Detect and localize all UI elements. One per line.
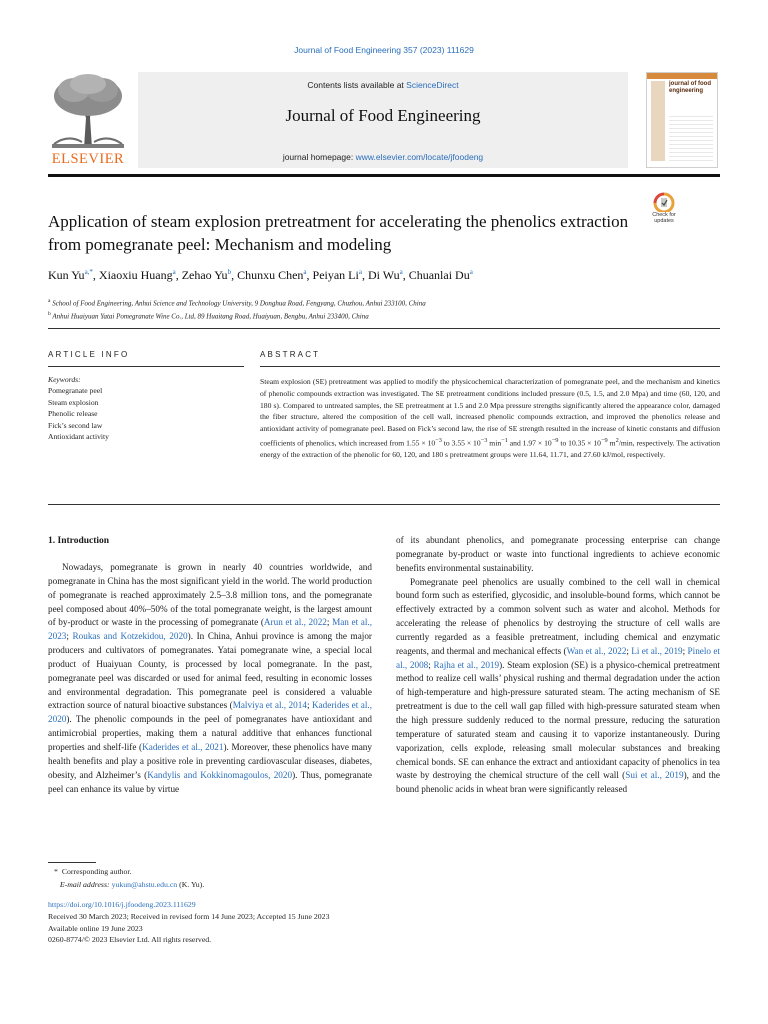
copyright-line: 0260-8774/© 2023 Elsevier Ltd. All rights reserved. (48, 935, 212, 945)
author-affiliation-mark[interactable]: a,* (84, 268, 93, 276)
citation-link[interactable]: Sui et al., 2019 (625, 770, 684, 781)
citation-link[interactable]: Man et al., 2023 (48, 617, 372, 642)
elsevier-logo (48, 72, 128, 168)
homepage-prefix: journal homepage: (282, 152, 356, 162)
body-column-left (48, 561, 372, 796)
citation-link[interactable]: Arun et al., 2022 (263, 617, 327, 628)
author-affiliation-mark[interactable]: a (172, 268, 176, 276)
citation-link[interactable]: Roukas and Kotzekidou, 2020 (72, 631, 188, 642)
author-affiliation-mark[interactable]: a (399, 268, 403, 276)
contents-prefix: Contents lists available at (307, 80, 407, 90)
body-column-right (396, 534, 720, 797)
citation-link[interactable]: Li et al., 2019 (631, 645, 683, 656)
citation-link[interactable]: Kaderides et al., 2020 (48, 700, 372, 725)
email-link[interactable]: yukun@ahstu.edu.cn (111, 879, 178, 889)
journal-homepage-link[interactable]: www.elsevier.com/locate/jfoodeng (355, 152, 484, 162)
author-separator: , (361, 268, 368, 282)
paragraph: of its abundant phenolics, and pomegranate processing enterprise can change pomegranate by-product or waste into functional ingredients to achieve economic benefits environmental sustainability. (396, 535, 720, 573)
journal-citation-link[interactable]: Journal of Food Engineering 357 (2023) 111629 (294, 45, 474, 55)
author-name[interactable]: Xiaoxiu Huang (98, 268, 173, 282)
citation-link[interactable]: Wan et al., 2022 (566, 645, 627, 656)
abstract-bottom-divider (48, 504, 720, 505)
check-updates-label: Check for updates (652, 212, 676, 224)
keyword-item: Pomegranate peel (48, 386, 103, 396)
author-affiliation-mark[interactable]: a (303, 268, 307, 276)
citation-link[interactable]: Pinelo et al., 2008 (396, 645, 720, 670)
footnotes (54, 866, 454, 891)
online-date: Available online 19 June 2023 (48, 923, 143, 933)
citation-link[interactable]: Kaderides et al., 2021 (142, 741, 224, 752)
author-separator: , (175, 268, 182, 282)
author-separator: , (306, 268, 313, 282)
corresponding-author-note: * Corresponding author. (54, 867, 132, 876)
author-separator: , (92, 268, 99, 282)
cover-body (669, 113, 713, 161)
citation-link[interactable]: Kandylis and Kokkinomagoulos, 2020 (147, 769, 293, 780)
author-affiliation-mark[interactable]: a (358, 268, 362, 276)
affiliation-item: $^a$ School of Food Engineering, Anhui Science and Technology University, 9 Donghua Road, Fengyang, Chuzhou, Anhui 233100, China (48, 298, 426, 308)
author-separator: , (402, 268, 409, 282)
author-name[interactable]: Zehao Yu (181, 268, 228, 282)
journal-homepage-line (138, 152, 628, 162)
article-info-divider (48, 366, 244, 367)
sciencedirect-link[interactable]: ScienceDirect (406, 80, 459, 90)
received-dates: Received 30 March 2023; Received in revised form 14 June 2023; Accepted 15 June 2023 (48, 911, 330, 921)
title-divider (48, 328, 720, 329)
check-updates-icon (648, 192, 680, 212)
article-info-heading: ARTICLE INFO (48, 350, 130, 359)
author-name[interactable]: Di Wu (367, 268, 400, 282)
author-name[interactable]: Kun Yu (48, 268, 85, 282)
footnote-divider (48, 862, 96, 863)
journal-cover-thumbnail[interactable] (646, 72, 718, 168)
author-name[interactable]: Chunxu Chen (237, 268, 304, 282)
keyword-item: Fick’s second law (48, 420, 103, 430)
keyword-item: Steam explosion (48, 397, 99, 407)
journal-name: Journal of Food Engineering (285, 106, 481, 125)
abstract-text: Steam explosion (SE) pretreatment was applied to modify the physicochemical characterization of pomegranate peel, and the mechanism and kinetics of phenolic compounds extraction was investigated. The SE pretreatment conditions included pressure (0.5, 1.5, and 2.0 Mpa) and time (60, 120, and 180 s). Compared to untreated samples, the SE pretreatment at 1.5 and 2.0 Mpa pressure strengths significantly altered the appearance color, damaged the fiber structure, altered the composition of the cell wall, increased phenolic compounds extraction, and improved the phenolics release and antioxidant activity of pomegranate peel. Based on Fick’s second law, the rise of SE strength resulted in the increase of kinetic constants and diffusion coefficients of phenolics, which increased from $1.55 \times 10^{-3}$ to $3.55 \times 10^{-3}$ $\min^{-1}$ and $1.97 \times 10^{-9}$ to $10.35 \times 10^{-9}$ $m^2/\min$, respectively. The activation energy of the extraction of the phenolic for 60, 120, and 180 s pretreatment groups were 11.64, 11.71, and 27.60 kJ/mol, respectively. (260, 377, 721, 460)
abstract-divider (260, 366, 720, 367)
author-separator: , (231, 268, 238, 282)
article-title: Application of steam explosion pretreatment for accelerating the phenolics extraction from pomegranate peel: Mechanism and modeling (48, 212, 629, 254)
publication-details (48, 899, 448, 946)
affiliations (48, 296, 720, 323)
cover-top-band (647, 73, 717, 79)
citation-link[interactable]: Malviya et al., 2014 (232, 700, 307, 711)
elsevier-wordmark: ELSEVIER (51, 151, 125, 167)
section-heading-introduction: 1. Introduction (48, 536, 110, 546)
check-for-updates-badge[interactable] (648, 192, 680, 230)
author-affiliation-mark[interactable]: a (469, 268, 473, 276)
author-name[interactable]: Chuanlai Du (408, 268, 470, 282)
email-note: E-mail address: yukun@ahstu.edu.cn (K. Yu). (59, 879, 205, 889)
header-divider (48, 174, 720, 177)
elsevier-tree-icon (48, 72, 128, 150)
author-list (48, 268, 720, 283)
abstract-heading: ABSTRACT (260, 350, 321, 359)
citation-link[interactable]: Rajha et al., 2019 (433, 659, 500, 670)
author-affiliation-mark[interactable]: b (227, 268, 232, 276)
affiliation-item: $^b$ Anhui Huaiyuan Yatai Pomegranate Wine Co., Ltd, 89 Huaitang Road, Huaiyuan, Bengbu, Anhui 233400, China (48, 311, 369, 321)
keywords-block (48, 374, 244, 442)
contents-line (138, 80, 628, 90)
author-name[interactable]: Peiyan Li (312, 268, 359, 282)
cover-title: journal of food engineering (669, 81, 711, 94)
cover-side-panel (651, 81, 665, 161)
keyword-item: Antioxidant activity (48, 432, 109, 442)
doi-link[interactable]: https://doi.org/10.1016/j.jfoodeng.2023.111629 (48, 900, 196, 909)
keywords-label: Keywords: (48, 375, 81, 384)
paragraph: Nowadays, pomegranate is grown in nearly 40 countries worldwide, and pomegranate in China has the most significant yield in the world. The world production of pomegranate is reached approximately 2.5–3.8 million tons, and the pomegranate peel composed about 40%–50% of the total pomegranate weight, is the largest amount of by-product or waste in the processing of pomegranate (Arun et al., 2022; Man et al., 2023; Roukas and Kotzekidou, 2020). In China, Anhui province is among the major producers and cultivators of pomegranates. Yatai pomegranate wine, a special local product of Huaiyuan County, is processed by local pomegranate. In the past, pomegranate peel was discarded or used for animal feed, resulting in economic losses and environmental degradation. This pomegranate peel is considered a valuable extraction source of natural bioactive substances (Malviya et al., 2014; Kaderides et al., 2020). The phenolic compounds in the peel of pomegranates have antioxidant and antimicrobial properties, making them a natural additive that enhances functional properties and shelf-life (Kaderides et al., 2021). Moreover, these phenolics have many health benefits and play a positive role in preventing cardiovascular diseases, diabetes, obesity, and Alzheimer’s (Kandylis and Kokkinomagoulos, 2020). Thus, pomegranate peel can enhance its value by virtue (48, 562, 372, 794)
paragraph: Pomegranate peel phenolics are usually combined to the cell wall in chemical bound form such as esterified, glycosidic, and insoluble-bound forms, which cannot be effectively extracted by a common solvent such as water and alcohol. Methods for accelerating the release of phenolics by destroying the structure of cell walls are currently regarded as a feasible pretreatment, including chemical and enzymatic reagents, and thermal and mechanical effects (Wan et al., 2022; Li et al., 2019; Pinelo et al., 2008; Rajha et al., 2019). Steam explosion (SE) is a physico-chemical pretreatment method to realize cell walls’ physical rushing and thermal degradation under the action of high-temperature and high-pressure saturated steam. The acting mechanism of SE pretreatment is due to the cell wall gap filled with high-pressure saturated steam when the high pressure suddenly reduced to the normal pressure, reducing the saturation temperature of saturated steam and causing it to vaporize instantaneously. During vaporization, cells explode, releasing small molecular substances and breaking chemical bonds. SE can enhance the extract and antioxidant capacity of phenolics in tea waste by destroying the chemical structure of the cell wall (Sui et al., 2019), and the bound phenolic acids in wheat bran were significantly released (396, 576, 720, 795)
keyword-item: Phenolic release (48, 409, 98, 419)
